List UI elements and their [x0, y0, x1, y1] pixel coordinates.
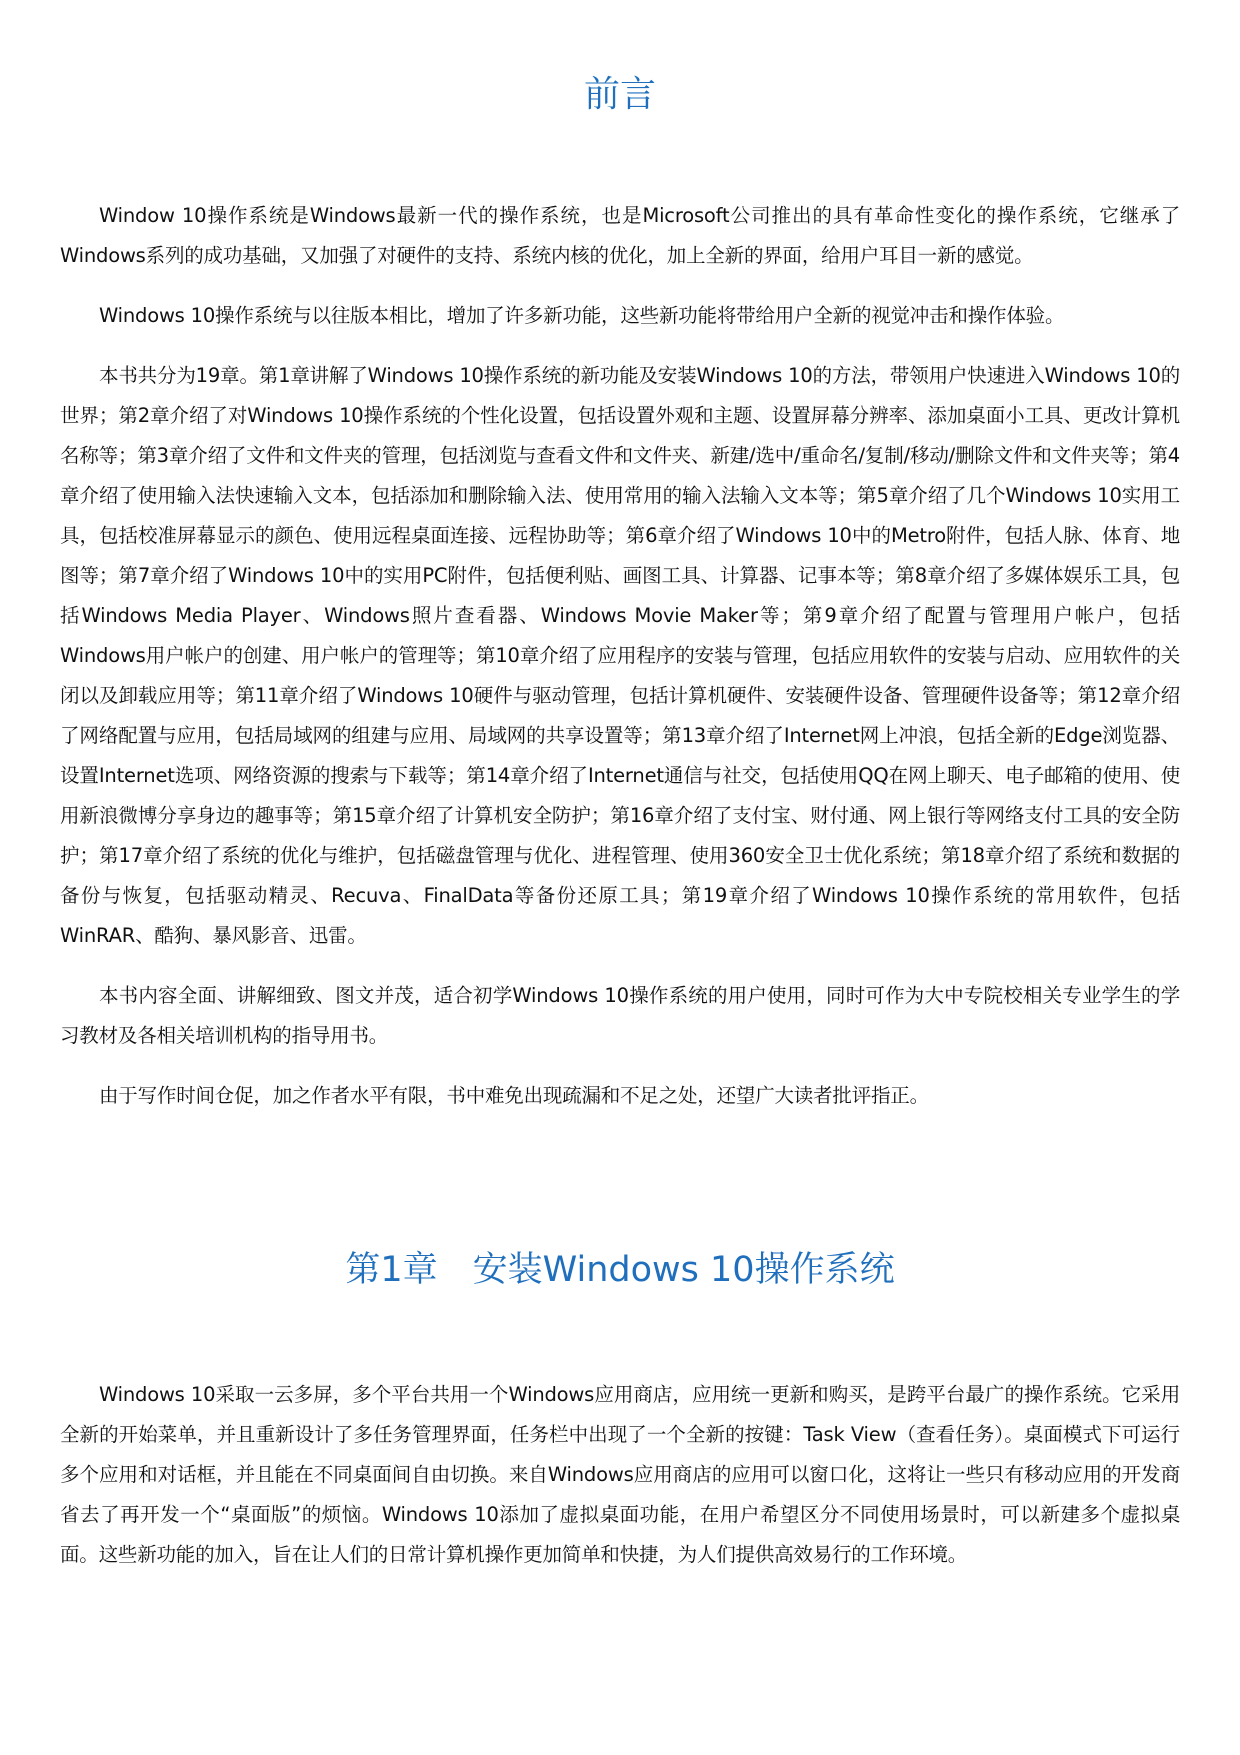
preface-paragraph-2: Windows 10操作系统与以往版本相比，增加了许多新功能，这些新功能将带给用户全新的视觉冲击和操作体验。 [99, 304, 1065, 327]
chapter1-paragraph-1: Windows 10采取一云多屏，多个平台共用一个Windows应用商店，应用统一更新和购买，是跨平台最广的操作系统。它采用全新的开始菜单，并且重新设计了多任务管理界面，任务栏中出现了一个全新的按键：Task View（查看任务）。桌面模式下可运行多个应用和对话框，并且能在不同桌面间自由切换。来自Windows应用商店的应用可以窗口化，这将让一些只有移动应用的开发商省去了再开发一个“桌面版”的烦恼。Windows 10添加了虚拟桌面功能，在用户希望区分不同使用场景时，可以新建多个虚拟桌面。这些新功能的加入，旨在让人们的日常计算机操作更加简单和快捷，为人们提供高效易行的工作环境。 [60, 1383, 1180, 1566]
preface-paragraph-4: 本书内容全面、讲解细致、图文并茂，适合初学Windows 10操作系统的用户使用，同时可作为大中专院校相关专业学生的学习教材及各相关培训机构的指导用书。 [60, 984, 1180, 1047]
chapter1-section [60, 1245, 1180, 1575]
preface-title: 前言 [583, 74, 656, 115]
preface-paragraph-5: 由于写作时间仓促，加之作者水平有限，书中难免出现疏漏和不足之处，还望广大读者批评指正。 [99, 1084, 929, 1107]
chapter1-body [60, 1375, 1180, 1575]
preface-section [60, 70, 1180, 1116]
preface-body [60, 196, 1180, 1116]
chapter1-title: 第1章 安装Windows 10操作系统 [345, 1250, 895, 1290]
preface-paragraph-3: 本书共分为19章。第1章讲解了Windows 10操作系统的新功能及安装Windows 10的方法，带领用户快速进入Windows 10的世界；第2章介绍了对Windows 10操作系统的个性化设置，包括设置外观和主题、设置屏幕分辨率、添加桌面小工具、更改计算机名称等；第3章介绍了文件和文件夹的管理，包括浏览与查看文件和文件夹、新建/选中/重命名/复制/移动/删除文件和文件夹等；第4章介绍了使用输入法快速输入文本，包括添加和删除输入法、使用常用的输入法输入文本等；第5章介绍了几个Windows 10实用工具，包括校准屏幕显示的颜色、使用远程桌面连接、远程协助等；第6章介绍了Windows 10中的Metro附件，包括人脉、体育、地图等；第7章介绍了Windows 10中的实用PC附件，包括便利贴、画图工具、计算器、记事本等；第8章介绍了多媒体娱乐工具，包括Windows Media Player、Windows照片查看器、Windows Movie Maker等；第9章介绍了配置与管理用户帐户，包括Windows用户帐户的创建、用户帐户的管理等；第10章介绍了应用程序的安装与管理，包括应用软件的安装与启动、应用软件的关闭以及卸载应用等；第11章介绍了Windows 10硬件与驱动管理，包括计算机硬件、安装硬件设备、管理硬件设备等；第12章介绍了网络配置与应用，包括局域网的组建与应用、局域网的共享设置等；第13章介绍了Internet网上冲浪，包括全新的Edge浏览器、设置Internet选项、网络资源的搜索与下载等；第14章介绍了Internet通信与社交，包括使用QQ在网上聊天、电子邮箱的使用、使用新浪微博分享身边的趣事等；第15章介绍了计算机安全防护；第16章介绍了支付宝、财付通、网上银行等网络支付工具的安全防护；第17章介绍了系统的优化与维护，包括磁盘管理与优化、进程管理、使用360安全卫士优化系统；第18章介绍了系统和数据的备份与恢复，包括驱动精灵、Recuva、FinalData等备份还原工具；第19章介绍了Windows 10操作系统的常用软件，包括WinRAR、酷狗、暴风影音、迅雷。 [60, 364, 1180, 947]
preface-paragraph-1: Window 10操作系统是Windows最新一代的操作系统，也是Microsoft公司推出的具有革命性变化的操作系统，它继承了Windows系列的成功基础，又加强了对硬件的支持、系统内核的优化，加上全新的界面，给用户耳目一新的感觉。 [60, 204, 1180, 267]
